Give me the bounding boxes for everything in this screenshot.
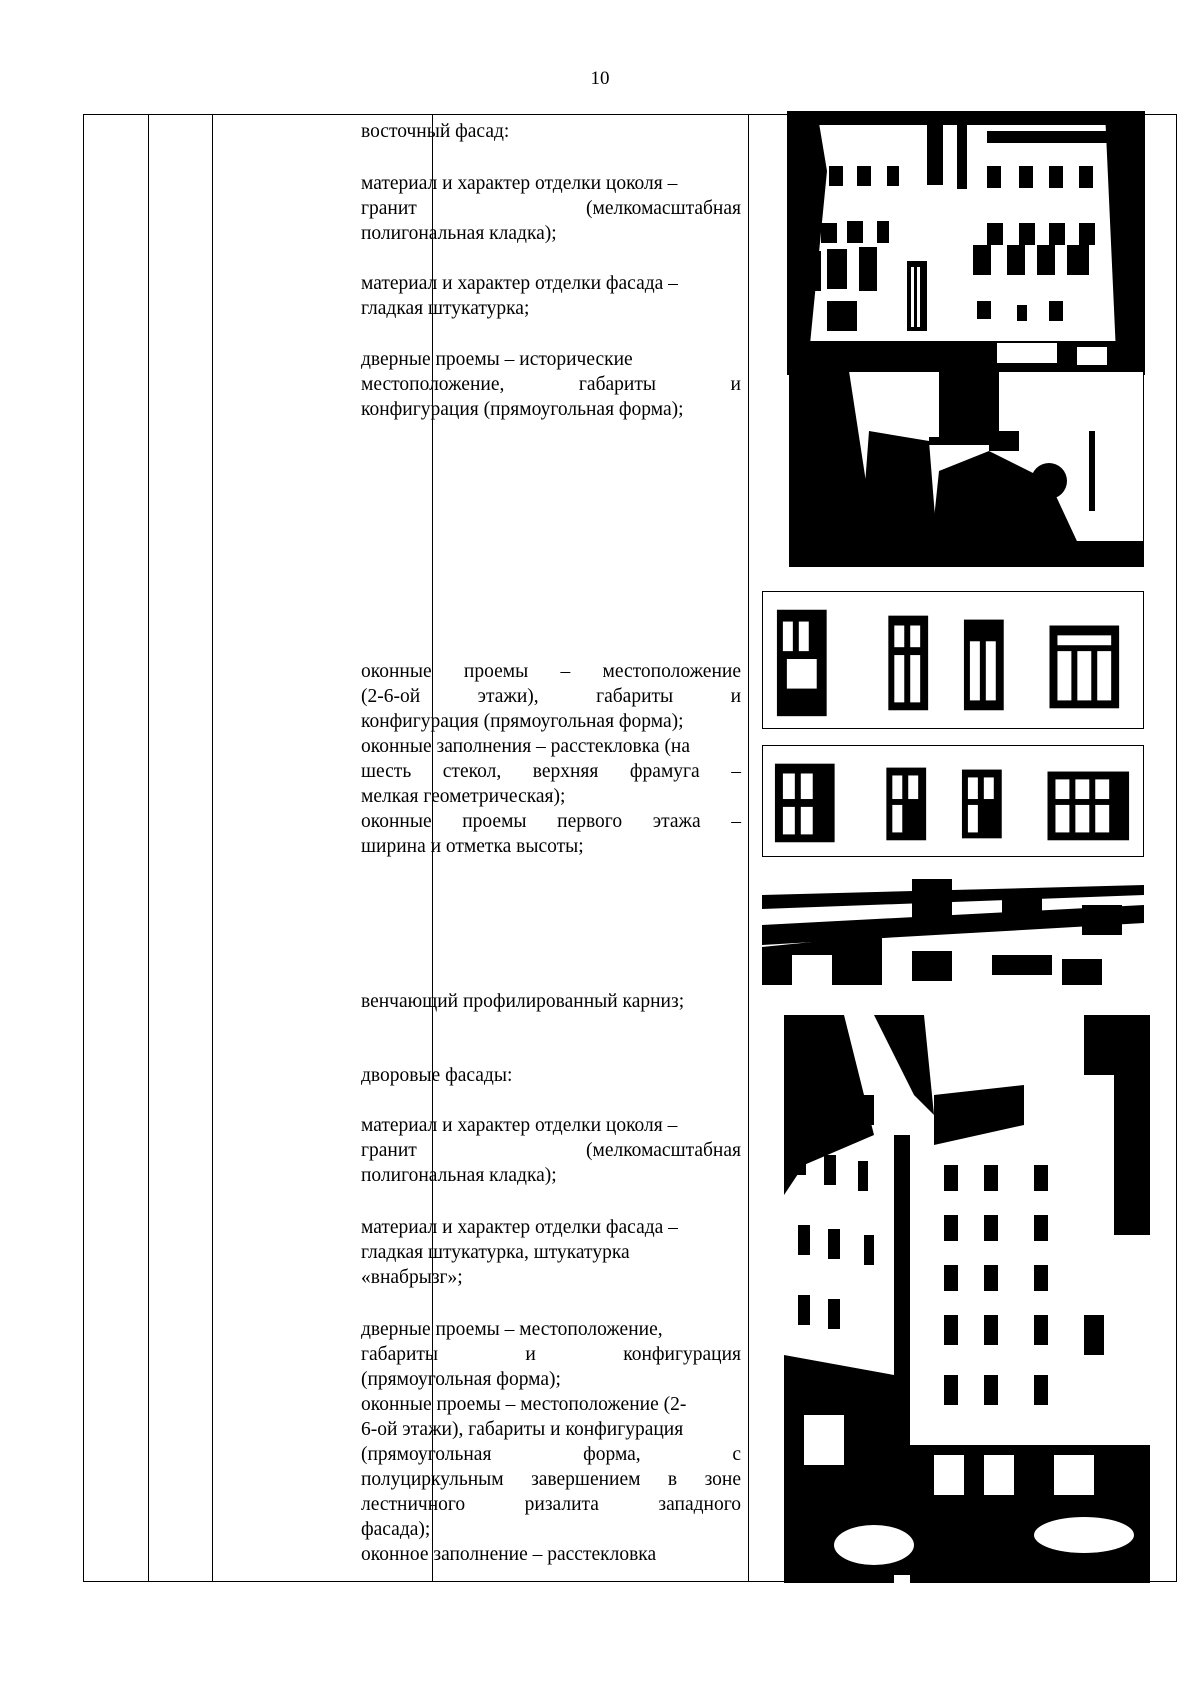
column-divider-1 xyxy=(148,115,149,1581)
courtyard-facade-finish-paragraph: материал и характер отделки фасада – гладкая штукатурка, штукатурка «внабрызг»; xyxy=(361,1217,678,1288)
upper-windows-photo xyxy=(762,591,1144,729)
description-column xyxy=(361,115,741,1581)
column-divider-4 xyxy=(748,115,749,1581)
east-plinth-paragraph: материал и характер отделки цоколя – гранит (мелкомасштабная полигональная кладка); xyxy=(361,173,741,244)
heritage-table xyxy=(83,114,1177,1582)
courtyard-plinth-paragraph: материал и характер отделки цоколя – гранит (мелкомасштабная полигональная кладка); xyxy=(361,1115,741,1186)
courtyard-facades-photo xyxy=(784,1015,1150,1583)
courtyard-doors-windows-paragraph: дверные проемы – местоположение, габариты и конфигурация (прямоугольная форма); оконные проемы – местоположение (2- 6-ой этажи), габариты и конфигурация (прямоугольная форма, с полуциркульным завершением в зоне лестничного ризалита западного фасада); оконное заполнение – расстекловка xyxy=(361,1319,741,1565)
cornice-photo xyxy=(762,875,1144,985)
east-facade-heading: восточный фасад: xyxy=(361,121,510,142)
east-facade-photo xyxy=(787,111,1145,375)
cornice-paragraph: венчающий профилированный карниз; xyxy=(361,991,685,1012)
east-facade-finish-paragraph: материал и характер отделки фасада – гладкая штукатурка; xyxy=(361,273,678,319)
page-number: 10 xyxy=(590,68,610,89)
ground-floor-windows-photo xyxy=(762,745,1144,857)
east-doorway-photo xyxy=(789,371,1144,567)
east-doors-paragraph: дверные проемы – исторические местоположение, габариты и конфигурация (прямоугольная форма); xyxy=(361,349,741,420)
east-windows-paragraph: оконные проемы – местоположение (2-6-ой этажи), габариты и конфигурация (прямоугольная форма); оконные заполнения – расстекловка (на шесть стекол, верхняя фрамуга – мелкая геометрическая); оконные проемы первого этажа – ширина и отметка высоты; xyxy=(361,661,741,857)
courtyard-facades-heading: дворовые фасады: xyxy=(361,1065,513,1086)
column-divider-2 xyxy=(212,115,213,1581)
